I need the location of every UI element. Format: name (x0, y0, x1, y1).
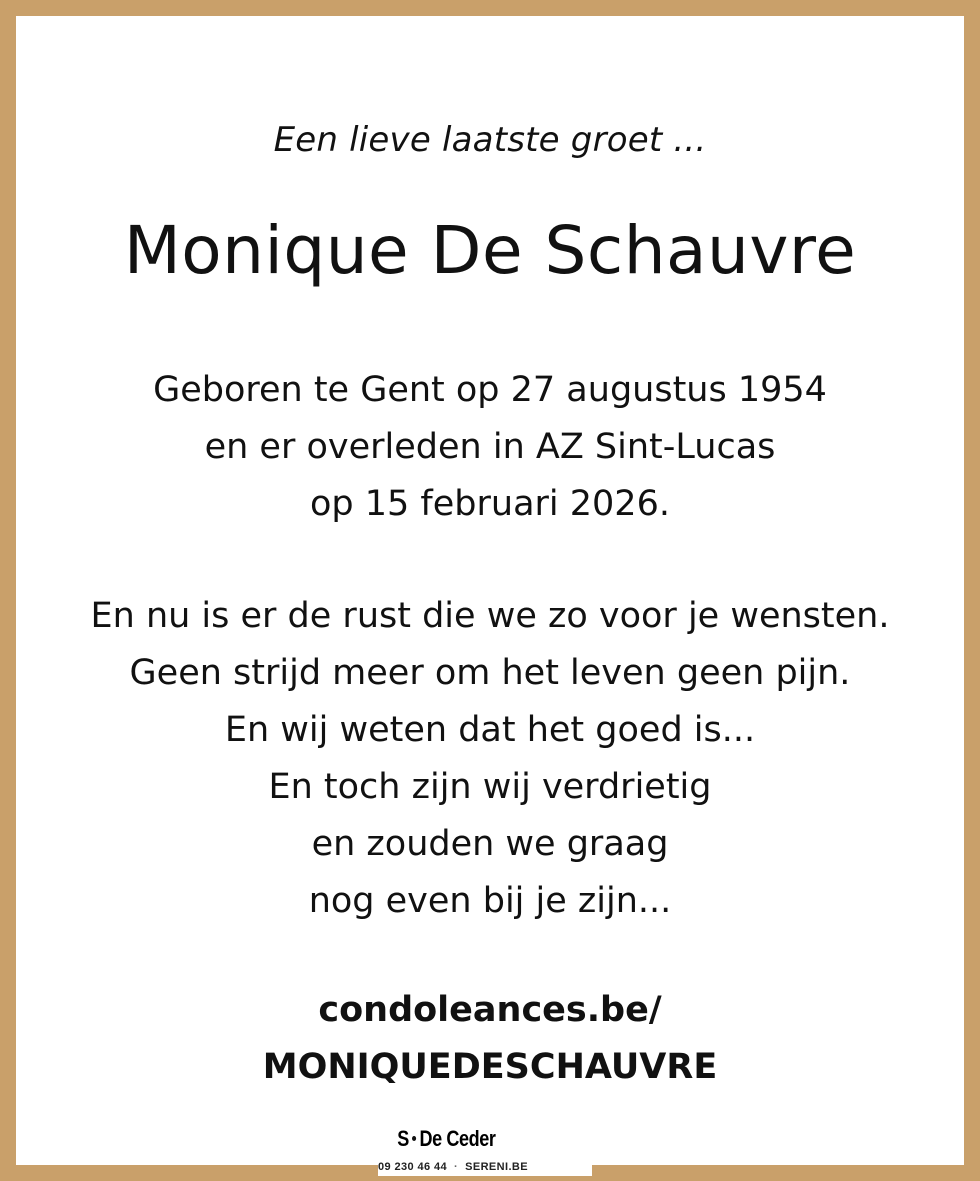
death-place-line: en er overleden in AZ Sint-Lucas (204, 427, 776, 467)
poem (16, 588, 964, 930)
intro-text: Een lieve laatste groet ... (273, 120, 707, 160)
poem-line: nog even bij je zijn... (308, 881, 672, 921)
funeral-home-contact (378, 1158, 592, 1176)
poem-line: En toch zijn wij verdrietig (268, 767, 712, 807)
poem-line: En nu is er de rust die we zo voor je wensten. (90, 596, 890, 636)
death-date-line: op 15 februari 2026. (310, 484, 670, 524)
deceased-name: Monique De Schauvre (123, 212, 857, 289)
poem-line: en zouden we graag (311, 824, 669, 864)
condolence-url-domain: condoleances.be/ (318, 990, 662, 1030)
poem-line: En wij weten dat het goed is... (224, 710, 756, 750)
logo-name: De Ceder (419, 1126, 496, 1151)
contact-separator: · (454, 1161, 459, 1173)
funeral-home-logo (397, 1126, 572, 1152)
website-link[interactable]: SERENI.BE (465, 1161, 529, 1173)
logo-initial: S (397, 1126, 409, 1151)
condolence-url-path: MONIQUEDESCHAUVRE (262, 1047, 718, 1087)
condolence-link[interactable] (16, 982, 964, 1096)
phone-number: 09 230 46 44 (378, 1161, 448, 1173)
birth-death-details (16, 362, 964, 533)
poem-line: Geen strijd meer om het leven geen pijn. (129, 653, 851, 693)
funeral-home-footer (378, 1116, 592, 1173)
logo-dot-icon (412, 1136, 416, 1141)
birth-line: Geboren te Gent op 27 augustus 1954 (153, 370, 827, 410)
